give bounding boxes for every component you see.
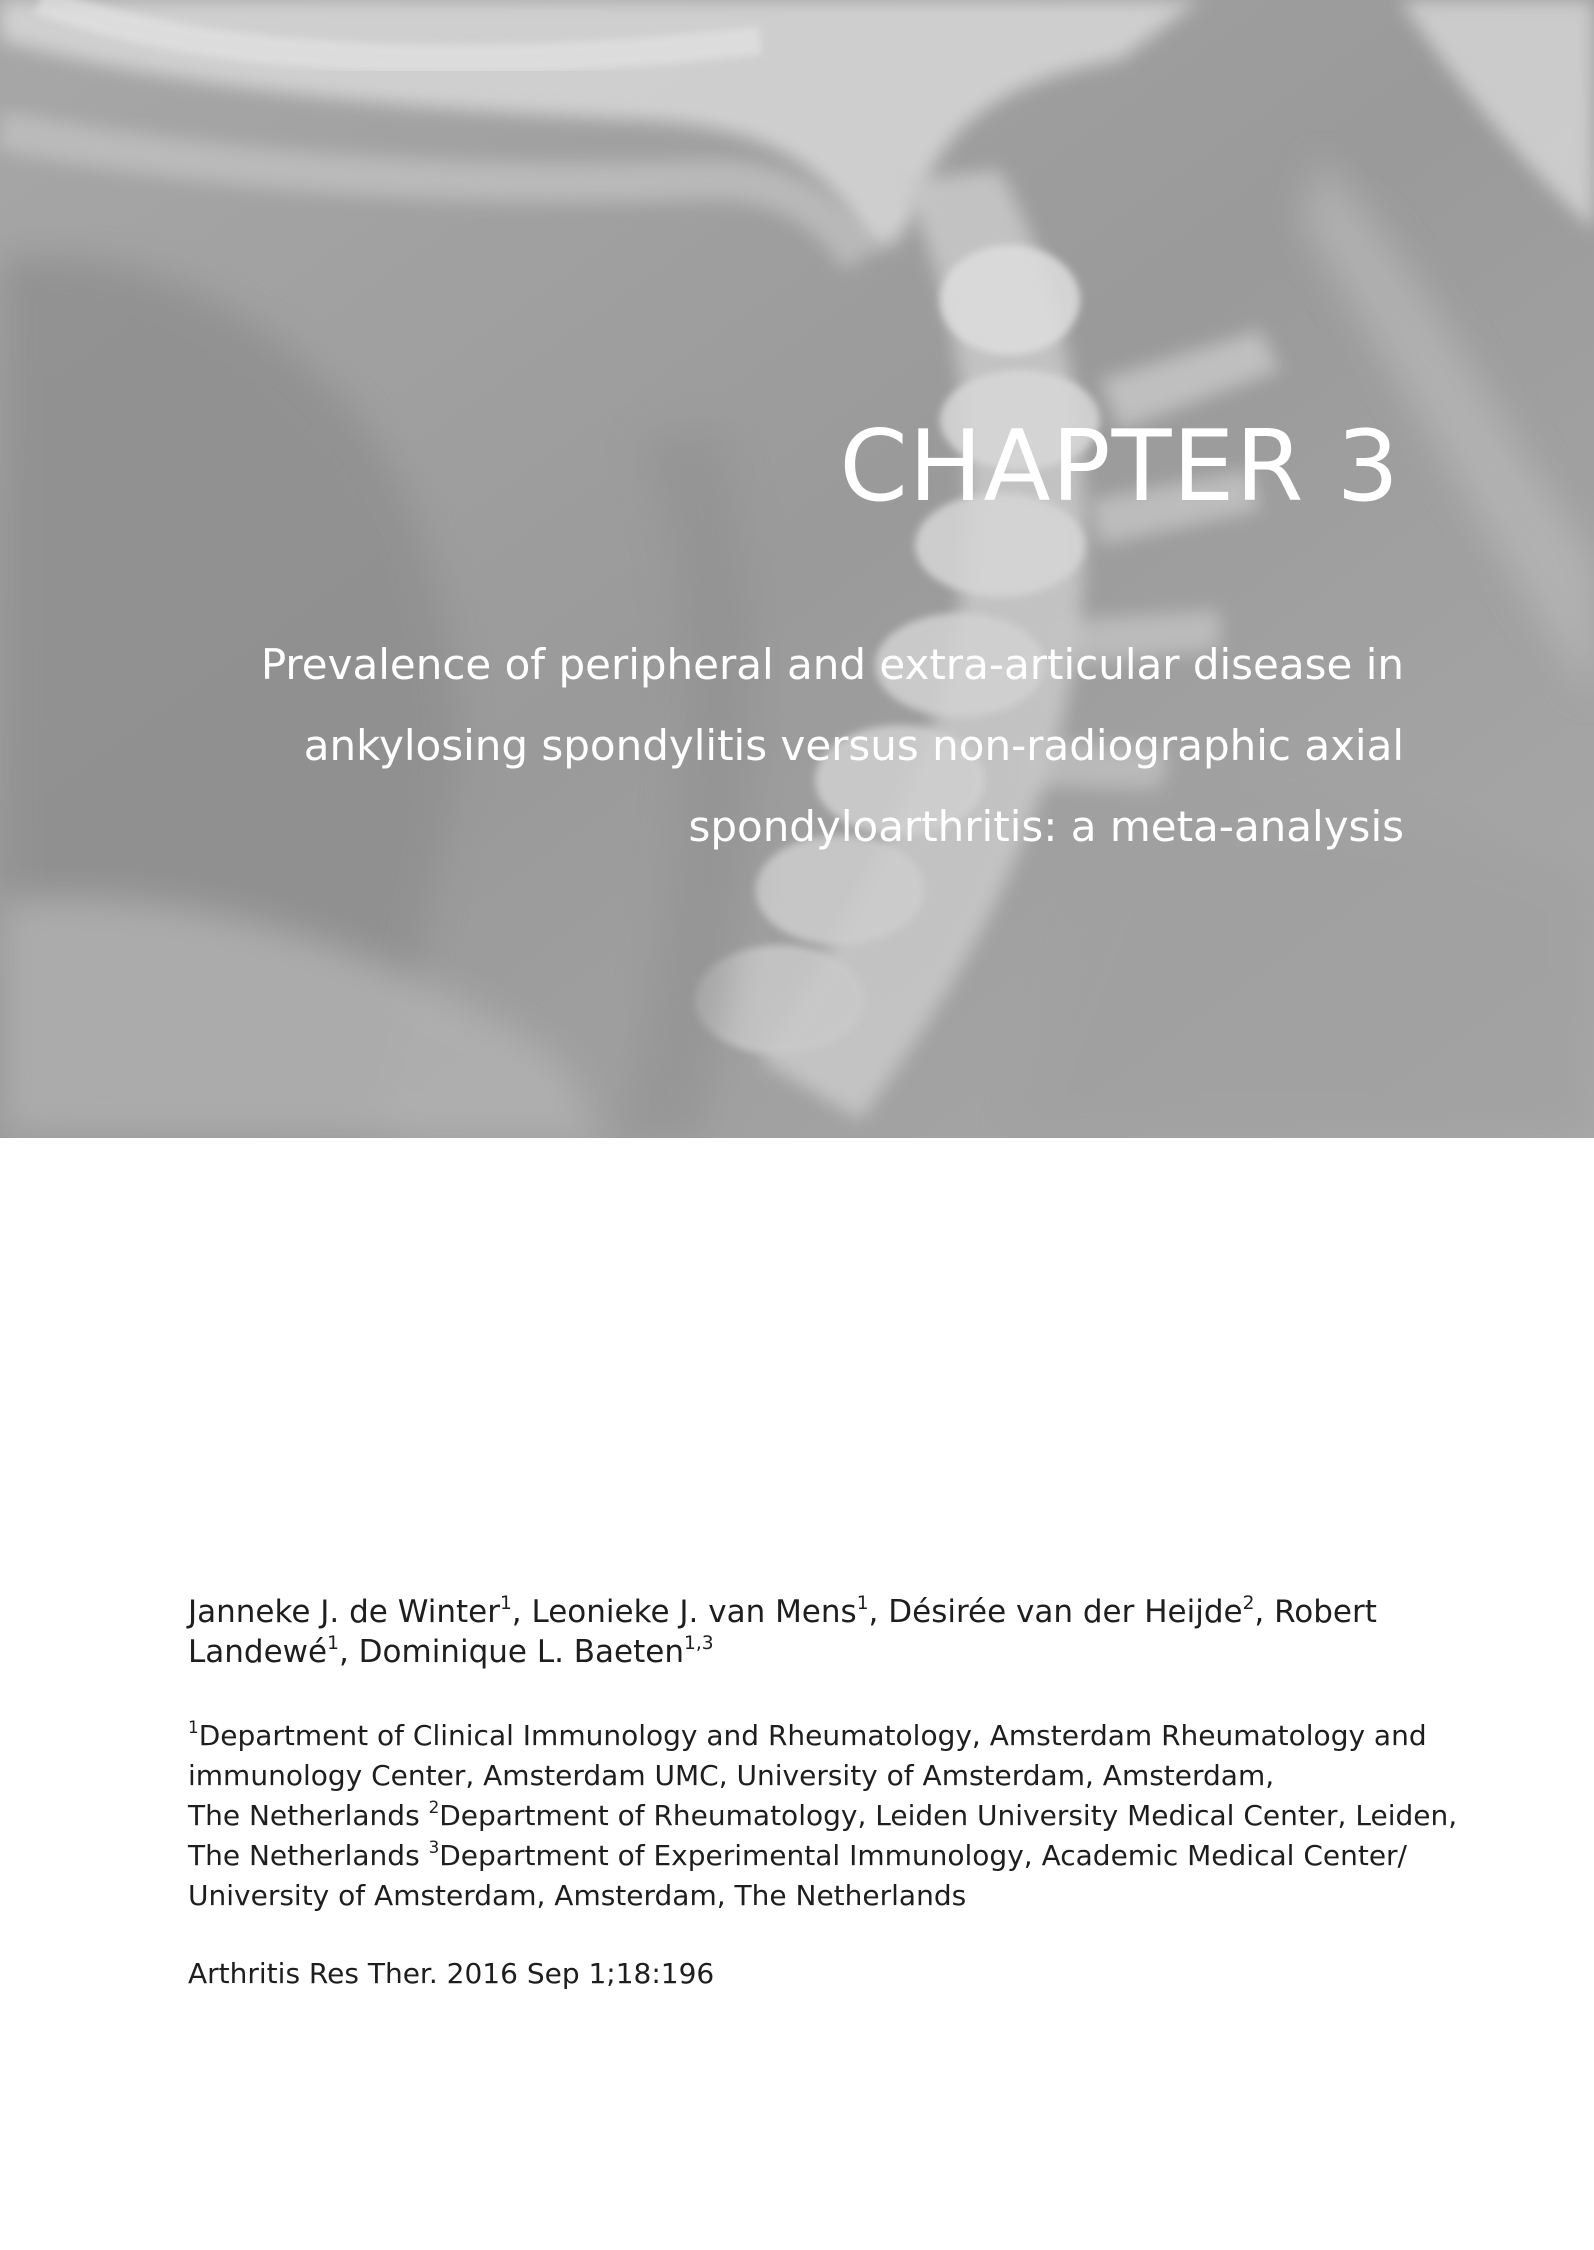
author-name: Dominique L. Baeten	[358, 1634, 685, 1670]
author-name: Désirée van der Heijde	[888, 1594, 1243, 1630]
affiliation-number: 3	[428, 1837, 440, 1857]
author-name: Janneke J. de Winter	[188, 1594, 500, 1630]
chapter-subtitle	[254, 624, 1404, 867]
affiliation-line: University of Amsterdam, Amsterdam, The Netherlands	[188, 1879, 967, 1912]
affiliation-text: The Netherlands	[188, 1799, 429, 1832]
front-matter	[188, 1592, 1458, 1994]
author-affiliation-ref: 1	[856, 1592, 869, 1614]
affiliation-number: 1	[188, 1717, 199, 1737]
author-affiliation-ref: 1,3	[684, 1632, 714, 1654]
author-list	[188, 1592, 1408, 1672]
affiliation-text: Department of Experimental Immunology, Academic Medical Center/	[439, 1839, 1407, 1872]
affiliation-number: 2	[428, 1797, 440, 1817]
author-name: Leonieke J. van Mens	[531, 1594, 857, 1630]
affiliation-line	[188, 1836, 1408, 1876]
author-name: Robert Landewé	[188, 1594, 1377, 1670]
author-affiliation-ref: 1	[499, 1592, 512, 1614]
affiliation-text: The Netherlands	[188, 1839, 429, 1872]
affiliation-text: Department of Rheumatology, Leiden University Medical Center, Leiden,	[439, 1799, 1458, 1832]
author-separator: ,	[868, 1594, 889, 1630]
affiliation-line	[188, 1796, 1458, 1836]
affiliation-text: Department of Clinical Immunology and Rheumatology, Amsterdam Rheumatology and	[198, 1719, 1427, 1752]
author-separator: ,	[1254, 1594, 1275, 1630]
subtitle-line: Prevalence of peripheral and extra-articular disease in	[260, 640, 1404, 689]
author-separator: ,	[338, 1634, 359, 1670]
affiliation-line: immunology Center, Amsterdam UMC, University of Amsterdam, Amsterdam,	[188, 1759, 1275, 1792]
journal-citation: Arthritis Res Ther. 2016 Sep 1;18:196	[188, 1957, 715, 1990]
subtitle-line: spondyloarthritis: a meta-analysis	[688, 802, 1404, 851]
author-affiliation-ref: 2	[1242, 1592, 1255, 1614]
subtitle-line: ankylosing spondylitis versus non-radiographic axial	[303, 721, 1404, 770]
affiliations	[188, 1716, 1458, 1916]
affiliation-line	[188, 1716, 1427, 1756]
author-separator: ,	[511, 1594, 532, 1630]
author-affiliation-ref: 1	[327, 1632, 339, 1654]
chapter-title: CHAPTER 3	[839, 410, 1400, 524]
